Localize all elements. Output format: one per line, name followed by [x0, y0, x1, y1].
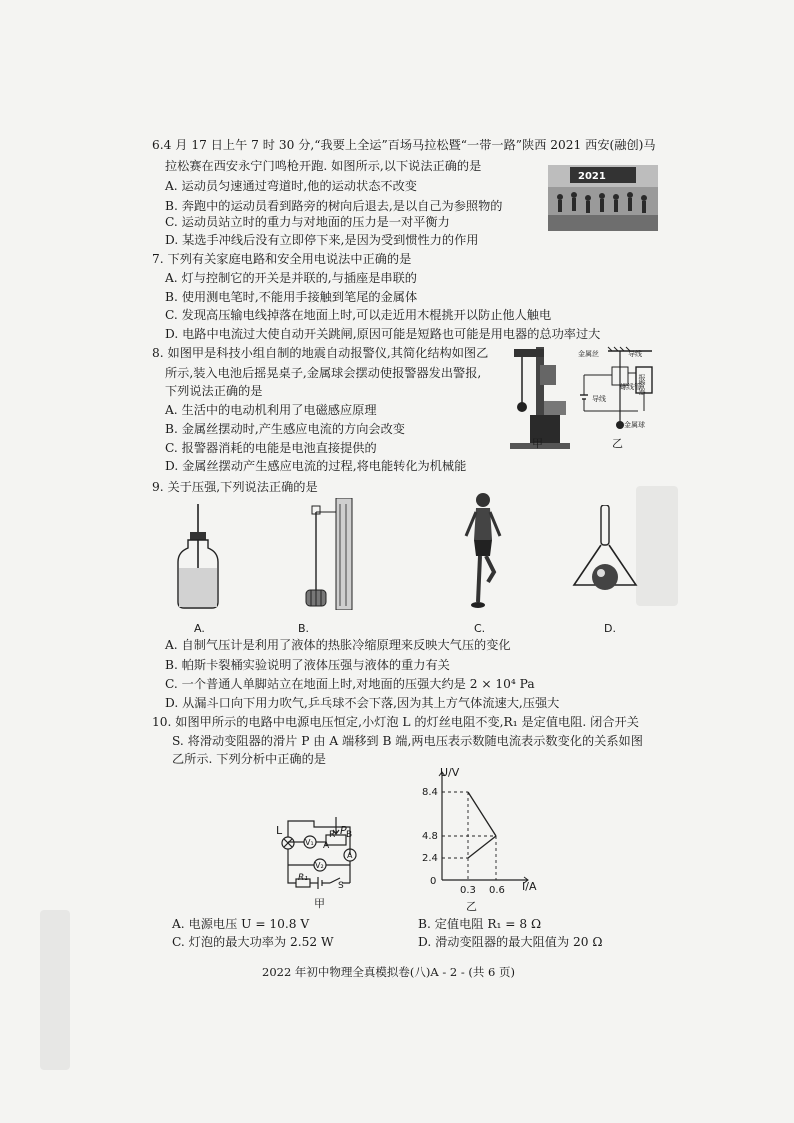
q8-label-coil: 螺线管	[620, 383, 641, 391]
q10-option-a[interactable]: A. 电源电压 U = 10.8 V	[172, 917, 310, 931]
q9-option-d[interactable]: D. 从漏斗口向下用力吹气,乒乓球不会下落,因为其上方气体流速大,压强大	[165, 696, 560, 710]
q8-label-daoxian-1: 导线	[628, 350, 642, 358]
graph-ylabel: U/V	[440, 766, 460, 779]
marathon-photo	[548, 165, 658, 231]
q9-figure-barometer	[174, 502, 222, 612]
circuit-label-R-prime: R'	[329, 830, 338, 840]
q8-label-daoxian-2: 导线	[592, 395, 606, 403]
page-footer: 2022 年初中物理全真模拟卷(八)A - 2 - (共 6 页)	[262, 965, 516, 979]
graph-xtick-0-3: 0.3	[460, 885, 476, 896]
graph-origin: 0	[430, 876, 437, 887]
scan-stain	[636, 486, 678, 606]
alarm-schematic-figure	[578, 345, 658, 440]
q10-stem-line1: 10. 如图甲所示的电路中电源电压恒定,小灯泡 L 的灯丝电阻不变,R₁ 是定值电阻. 闭合开关	[152, 715, 639, 729]
graph-ytick-4-8: 4.8	[422, 831, 438, 842]
q8-stem-line3: 下列说法正确的是	[165, 384, 263, 398]
circuit-label-V1: V₁	[305, 838, 314, 847]
graph-xtick-0-6: 0.6	[489, 885, 505, 896]
q9-figure-d-caption: D.	[604, 622, 616, 635]
photo-banner-text: 2021	[578, 171, 606, 182]
q8-figure-yi-caption: 乙	[612, 437, 623, 450]
circuit-label-R1: R₁	[298, 873, 308, 883]
q8-label-ball: 金属球	[624, 421, 645, 429]
q6-option-a[interactable]: A. 运动员匀速通过弯道时,他的运动状态不改变	[165, 179, 417, 193]
q8-label-wire: 金属丝	[578, 350, 599, 358]
q8-label-alarm: 报警器	[638, 374, 646, 395]
q7-option-d[interactable]: D. 电路中电流过大使自动开关跳闸,原因可能是短路也可能是用电器的总功率过大	[165, 327, 601, 341]
q8-figure-jia-caption: 甲	[532, 437, 543, 450]
q6-stem-line2: 拉松赛在西安永宁门鸣枪开跑. 如图所示,以下说法正确的是	[165, 159, 482, 173]
graph-ytick-2-4: 2.4	[422, 853, 438, 864]
q6-option-b[interactable]: B. 奔跑中的运动员看到路旁的树向后退去,是以自己为参照物的	[165, 199, 503, 213]
circuit-label-ammeter: A	[347, 851, 353, 860]
q10-option-d[interactable]: D. 滑动变阻器的最大阻值为 20 Ω	[418, 935, 603, 949]
circuit-label-A-end: A	[323, 841, 330, 851]
q9-figure-one-foot-person	[458, 490, 508, 612]
q6-option-d[interactable]: D. 某选手冲线后没有立即停下来,是因为受到惯性力的作用	[165, 233, 479, 247]
q6-option-c[interactable]: C. 运动员站立时的重力与对地面的压力是一对平衡力	[165, 215, 450, 229]
q7-option-a[interactable]: A. 灯与控制它的开关是并联的,与插座是串联的	[165, 271, 417, 285]
q9-option-b[interactable]: B. 帕斯卡裂桶实验说明了液体压强与液体的重力有关	[165, 658, 450, 672]
q10-option-b[interactable]: B. 定值电阻 R₁ = 8 Ω	[418, 917, 542, 931]
circuit-label-B-end: B	[346, 830, 353, 840]
q8-option-c[interactable]: C. 报警器消耗的电能是电池直接提供的	[165, 441, 377, 455]
q8-stem-line1: 8. 如图甲是科技小组自制的地震自动报警仪,其简化结构如图乙	[152, 346, 489, 360]
q8-option-d[interactable]: D. 金属丝摆动产生感应电流的过程,将电能转化为机械能	[165, 459, 467, 473]
q10-stem-line3: 乙所示. 下列分析中正确的是	[172, 752, 326, 766]
circuit-label-P: P	[340, 824, 347, 837]
circuit-caption: 甲	[314, 897, 325, 910]
q7-option-b[interactable]: B. 使用测电笔时,不能用手接触到笔尾的金属体	[165, 290, 418, 304]
q9-figure-c-caption: C.	[474, 622, 486, 635]
circuit-label-V2: V₂	[315, 861, 324, 870]
q8-option-a[interactable]: A. 生活中的电动机利用了电磁感应原理	[165, 403, 377, 417]
q8-stem-line2: 所示,装入电池后摇晃桌子,金属球会摆动使报警器发出警报,	[165, 366, 482, 380]
q7-stem: 7. 下列有关家庭电路和安全用电说法中正确的是	[152, 252, 412, 266]
q9-figure-funnel-ball	[570, 505, 640, 600]
graph-xlabel: I/A	[522, 880, 537, 893]
q9-option-c[interactable]: C. 一个普通人单脚站立在地面上时,对地面的压强大约是 2 × 10⁴ Pa	[165, 677, 535, 691]
q10-stem-line2: S. 将滑动变阻器的滑片 P 由 A 端移到 B 端,两电压表示数随电流表示数变化的关系如图	[172, 734, 643, 748]
q9-stem: 9. 关于压强,下列说法正确的是	[152, 480, 318, 494]
q9-option-a[interactable]: A. 自制气压计是利用了液体的热胀冷缩原理来反映大气压的变化	[165, 638, 511, 652]
q8-option-b[interactable]: B. 金属丝摆动时,产生感应电流的方向会改变	[165, 422, 405, 436]
q9-figure-a-caption: A.	[194, 622, 205, 635]
circuit-label-L: L	[276, 824, 283, 837]
q9-figure-b-caption: B.	[298, 622, 310, 635]
q10-option-c[interactable]: C. 灯泡的最大功率为 2.52 W	[172, 935, 334, 949]
graph-caption: 乙	[466, 900, 477, 913]
q9-figure-pascal-barrel	[302, 498, 358, 610]
scan-stain	[40, 910, 70, 1070]
graph-ytick-8-4: 8.4	[422, 787, 438, 798]
circuit-label-S: S	[338, 881, 344, 891]
q6-stem-line1: 6.4 月 17 日上午 7 时 30 分,“我要上全运”百场马拉松暨“一带一路”陕西 2021 西安(融创)马	[152, 138, 656, 152]
q7-option-c[interactable]: C. 发现高压输电线掉落在地面上时,可以走近用木棍挑开以防止他人触电	[165, 308, 552, 322]
